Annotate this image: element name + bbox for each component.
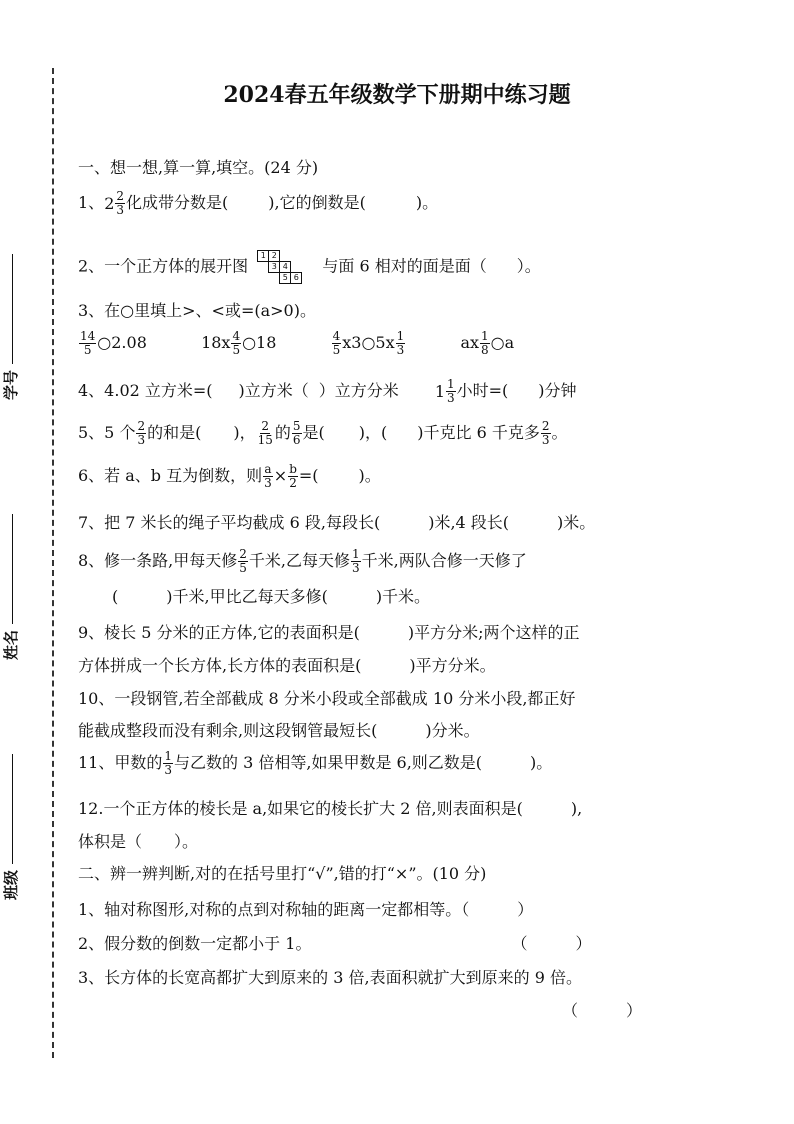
question-12: 12.一个正方体的棱长是 a,如果它的棱长扩大 2 倍,则表面积是( ), (78, 799, 583, 818)
question-9: 9、棱长 5 分米的正方体,它的表面积是( )平方分米;两个这样的正 (78, 623, 580, 642)
judgement-3: 3、长方体的长宽高都扩大到原来的 3 倍,表面积就扩大到原来的 9 倍。 (78, 968, 582, 987)
class-field: 班级 (0, 754, 21, 900)
question-1: 1、 2 2 3 化成带分数是( ),它的倒数是( )。 (78, 189, 439, 217)
question-7: 7、把 7 米长的绳子平均截成 6 段,每段长( )米,4 段长( )米。 (78, 513, 596, 532)
question-12-line-2: 体积是（ ）。 (78, 832, 199, 851)
section-1-heading: 一、想一想,算一算,填空。(24 分) (78, 158, 319, 177)
question-2: 2、一个正方体的展开图 1 2 3 4 5 6 与面 6 相对的面是面（ ）。 (78, 251, 541, 282)
question-4: 4、4.02 立方米=( )立方米（ ）立方分米 1 1 3 小时=( )分钟 (78, 377, 577, 405)
cube-net-figure: 1 2 3 4 5 6 (257, 250, 313, 284)
question-5: 5、5 个 $\frac{2}{3}$ 的和是( )， $\frac{2}{15}$ 的 $\frac{5}{6}$ 是( )，( )千克比 6 千克多 $\frac{2}{3}$ 。 (78, 419, 568, 447)
question-8: 8、修一条路,甲每天修 $\frac{2}{5}$ 千米,乙每天修 $\frac{1}{3}$ 千米,两队合修一天修了 (78, 547, 527, 575)
page-title: 2024春五年级数学下册期中练习题 (223, 82, 571, 108)
question-3: 3、在○里填上>、<或=(a>0)。 (78, 301, 316, 320)
binding-dashed-line (52, 68, 54, 1058)
student-name-field: 姓名 (0, 514, 21, 660)
question-11: 11、甲数的 $\frac{1}{3}$ 与乙数的 3 倍相等,如果甲数是 6,则乙数是( )。 (78, 749, 553, 777)
judgement-2: 2、假分数的倒数一定都小于 1。 （ ） (78, 934, 592, 953)
question-3-items: $\frac{14}{5}$ ○2.08 18x $\frac{4}{5}$ ○18 $\frac{4}{5}$ x3○5x $\frac{1}{3}$ ax $\frac{1}{8}$ ○a (80, 329, 515, 357)
question-9-line-2: 方体拼成一个长方体,长方体的表面积是( )平方分米。 (78, 656, 496, 675)
question-6: 6、若 a、b 互为倒数，则 $\frac{a}{3}$ × $\frac{b}{2}$ =( )。 (78, 462, 381, 490)
section-2-heading: 二、辨一辨判断,对的在括号里打“√”,错的打“×”。(10 分) (78, 864, 487, 883)
judgement-3-answer: （ ） (562, 1001, 643, 1020)
judgement-1: 1、轴对称图形,对称的点到对称轴的距离一定都相等。（ ） (78, 900, 534, 919)
question-10: 10、一段钢管,若全部截成 8 分米小段或全部截成 10 分米小段,都正好 (78, 689, 576, 708)
question-10-line-2: 能截成整段而没有剩余,则这段钢管最短长( )分米。 (78, 721, 480, 740)
student-number-field: 学号 (0, 254, 21, 400)
question-8-line-2: ( )千米,甲比乙每天多修( )千米。 (112, 587, 431, 606)
